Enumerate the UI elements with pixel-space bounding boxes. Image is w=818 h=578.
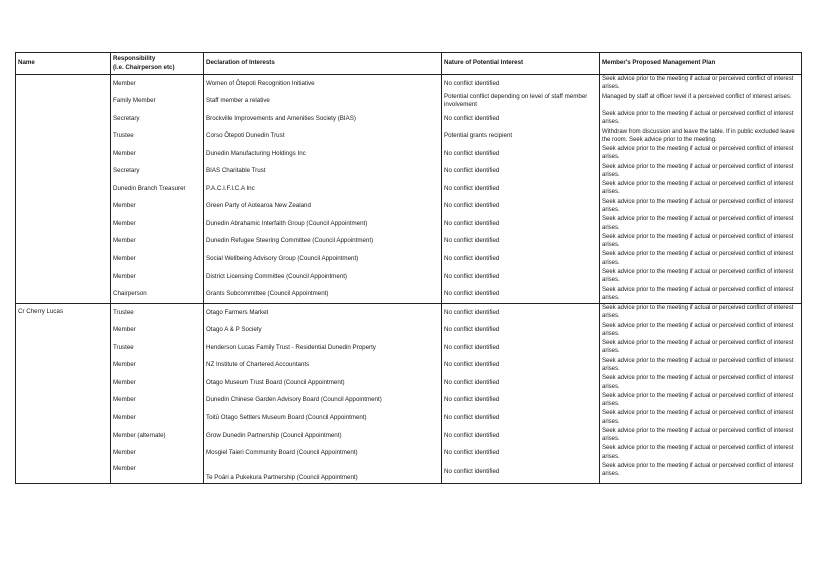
declaration-cell: Dunedin Refugee Steering Committee (Council Appointment) bbox=[204, 233, 442, 251]
nature-cell: No conflict identified bbox=[442, 339, 600, 357]
table-row bbox=[16, 339, 802, 357]
table-row bbox=[16, 357, 802, 375]
declaration-cell: Corso Ōtepoti Dunedin Trust bbox=[204, 128, 442, 146]
management-plan-cell: Seek advice prior to the meeting if actual or perceived conflict of interest arises. bbox=[600, 180, 802, 198]
declaration-cell: Henderson Lucas Family Trust - Residential Dunedin Property bbox=[204, 339, 442, 357]
management-plan-cell: Seek advice prior to the meeting if actual or perceived conflict of interest arises. bbox=[600, 462, 802, 483]
declaration-cell: District Licensing Committee (Council Appointment) bbox=[204, 268, 442, 286]
management-plan-cell: Seek advice prior to the meeting if actual or perceived conflict of interest arises. bbox=[600, 198, 802, 216]
header-responsibility-line1: Responsibility bbox=[113, 55, 156, 63]
declaration-cell: Social Wellbeing Advisory Group (Council Appointment) bbox=[204, 250, 442, 268]
header-row bbox=[16, 53, 802, 75]
header-nature: Nature of Potential Interest bbox=[442, 53, 600, 75]
management-plan-cell: Seek advice prior to the meeting if actual or perceived conflict of interest arises. bbox=[600, 215, 802, 233]
nature-cell: No conflict identified bbox=[442, 286, 600, 304]
nature-cell: No conflict identified bbox=[442, 427, 600, 445]
responsibility-cell: Member bbox=[111, 409, 204, 427]
declaration-cell: Dunedin Manufacturing Holdings Inc bbox=[204, 145, 442, 163]
management-plan-cell: Seek advice prior to the meeting if actual or perceived conflict of interest arises. bbox=[600, 444, 802, 462]
responsibility-cell: Member bbox=[111, 75, 204, 93]
nature-cell: No conflict identified bbox=[442, 322, 600, 340]
table-row bbox=[16, 198, 802, 216]
management-plan-cell: Seek advice prior to the meeting if actual or perceived conflict of interest arises. bbox=[600, 250, 802, 268]
responsibility-cell: Member (alternate) bbox=[111, 427, 204, 445]
table-row bbox=[16, 427, 802, 445]
declaration-cell: Staff member a relative bbox=[204, 93, 442, 111]
management-plan-cell: Seek advice prior to the meeting if actual or perceived conflict of interest arises. bbox=[600, 145, 802, 163]
nature-cell: No conflict identified bbox=[442, 180, 600, 198]
table-row bbox=[16, 462, 802, 483]
nature-cell: No conflict identified bbox=[442, 233, 600, 251]
table-row bbox=[16, 250, 802, 268]
management-plan-cell: Seek advice prior to the meeting if actual or perceived conflict of interest arises. bbox=[600, 374, 802, 392]
declaration-cell: Grants Subcommittee (Council Appointment) bbox=[204, 286, 442, 304]
responsibility-cell: Trustee bbox=[111, 339, 204, 357]
responsibility-cell: Member bbox=[111, 145, 204, 163]
declaration-cell: BIAS Charitable Trust bbox=[204, 163, 442, 181]
nature-cell: No conflict identified bbox=[442, 250, 600, 268]
declaration-cell: Brockville Improvements and Amenities Society (BIAS) bbox=[204, 110, 442, 128]
table-row bbox=[16, 163, 802, 181]
responsibility-cell: Member bbox=[111, 268, 204, 286]
declaration-cell: Mosgiel Taieri Community Board (Council Appointment) bbox=[204, 444, 442, 462]
nature-cell: No conflict identified bbox=[442, 198, 600, 216]
responsibility-cell: Secretary bbox=[111, 110, 204, 128]
declaration-cell: Toitū Otago Settlers Museum Board (Council Appointment) bbox=[204, 409, 442, 427]
responsibility-cell: Trustee bbox=[111, 304, 204, 322]
table-row bbox=[16, 444, 802, 462]
responsibility-cell: Member bbox=[111, 322, 204, 340]
responsibility-cell: Member bbox=[111, 462, 204, 483]
management-plan-cell: Seek advice prior to the meeting if actual or perceived conflict of interest arises. bbox=[600, 392, 802, 410]
table-row bbox=[16, 215, 802, 233]
declaration-cell: Otago Farmers Market bbox=[204, 304, 442, 322]
nature-cell: No conflict identified bbox=[442, 409, 600, 427]
responsibility-cell: Family Member bbox=[111, 93, 204, 111]
management-plan-cell: Managed by staff at officer level if a perceived conflict of interest arises. bbox=[600, 93, 802, 111]
header-plan: Member's Proposed Management Plan bbox=[600, 53, 802, 75]
responsibility-cell: Member bbox=[111, 392, 204, 410]
management-plan-cell: Seek advice prior to the meeting if actual or perceived conflict of interest arises. bbox=[600, 110, 802, 128]
responsibility-cell: Trustee bbox=[111, 128, 204, 146]
table-row bbox=[16, 128, 802, 146]
nature-cell: No conflict identified bbox=[442, 462, 600, 483]
header-declaration: Declaration of Interests bbox=[204, 53, 442, 75]
nature-cell: No conflict identified bbox=[442, 75, 600, 93]
declaration-cell: Dunedin Chinese Garden Advisory Board (Council Appointment) bbox=[204, 392, 442, 410]
responsibility-cell: Member bbox=[111, 374, 204, 392]
header-responsibility-line2: (i.e. Chairperson etc) bbox=[113, 63, 175, 71]
responsibility-cell: Chairperson bbox=[111, 286, 204, 304]
management-plan-cell: Seek advice prior to the meeting if actual or perceived conflict of interest arises. bbox=[600, 163, 802, 181]
table-row bbox=[16, 374, 802, 392]
nature-cell: Potential grants recipient bbox=[442, 128, 600, 146]
management-plan-cell: Seek advice prior to the meeting if actual or perceived conflict of interest arises. bbox=[600, 427, 802, 445]
declaration-cell: Women of Ōtepoti Recognition Initiative bbox=[204, 75, 442, 93]
responsibility-cell: Member bbox=[111, 444, 204, 462]
member-name-cell bbox=[16, 75, 111, 304]
nature-cell: No conflict identified bbox=[442, 304, 600, 322]
management-plan-cell: Seek advice prior to the meeting if actual or perceived conflict of interest arises. bbox=[600, 268, 802, 286]
declaration-of-interests-table bbox=[15, 52, 802, 484]
header-name: Name bbox=[16, 53, 111, 75]
management-plan-cell: Seek advice prior to the meeting if actual or perceived conflict of interest arises. bbox=[600, 304, 802, 322]
table-row bbox=[16, 110, 802, 128]
table-body bbox=[16, 75, 802, 484]
nature-cell: No conflict identified bbox=[442, 392, 600, 410]
table-row bbox=[16, 93, 802, 111]
declaration-cell: Te Poāri a Pukekura Partnership (Council Appointment) bbox=[204, 462, 442, 483]
responsibility-cell: Member bbox=[111, 233, 204, 251]
nature-cell: No conflict identified bbox=[442, 110, 600, 128]
table-row bbox=[16, 180, 802, 198]
responsibility-cell: Member bbox=[111, 215, 204, 233]
responsibility-cell: Member bbox=[111, 250, 204, 268]
table-row bbox=[16, 75, 802, 93]
declaration-cell: Otago A & P Society bbox=[204, 322, 442, 340]
responsibility-cell: Member bbox=[111, 198, 204, 216]
table-row bbox=[16, 322, 802, 340]
table-row bbox=[16, 392, 802, 410]
management-plan-cell: Seek advice prior to the meeting if actual or perceived conflict of interest arises. bbox=[600, 233, 802, 251]
member-name-cell: Cr Cherry Lucas bbox=[16, 304, 111, 483]
management-plan-cell: Seek advice prior to the meeting if actual or perceived conflict of interest arises. bbox=[600, 322, 802, 340]
header-responsibility bbox=[111, 53, 204, 75]
nature-cell: Potential conflict depending on level of staff member involvement bbox=[442, 93, 600, 111]
declaration-cell: Otago Museum Trust Board (Council Appointment) bbox=[204, 374, 442, 392]
management-plan-cell: Withdraw from discussion and leave the table. If in public excluded leave the room. Seek advice prior to the meeting. bbox=[600, 128, 802, 146]
nature-cell: No conflict identified bbox=[442, 357, 600, 375]
nature-cell: No conflict identified bbox=[442, 163, 600, 181]
declaration-cell: P.A.C.I.F.I.C.A Inc bbox=[204, 180, 442, 198]
table-row bbox=[16, 304, 802, 322]
declaration-cell: NZ Institute of Chartered Accountants bbox=[204, 357, 442, 375]
table-row bbox=[16, 286, 802, 304]
nature-cell: No conflict identified bbox=[442, 444, 600, 462]
nature-cell: No conflict identified bbox=[442, 374, 600, 392]
table-row bbox=[16, 233, 802, 251]
table-row bbox=[16, 268, 802, 286]
responsibility-cell: Secretary bbox=[111, 163, 204, 181]
responsibility-cell: Dunedin Branch Treasurer bbox=[111, 180, 204, 198]
management-plan-cell: Seek advice prior to the meeting if actual or perceived conflict of interest arises. bbox=[600, 339, 802, 357]
declaration-cell: Green Party of Aotearoa New Zealand bbox=[204, 198, 442, 216]
management-plan-cell: Seek advice prior to the meeting if actual or perceived conflict of interest arises. bbox=[600, 286, 802, 304]
declaration-cell: Grow Dunedin Partnership (Council Appointment) bbox=[204, 427, 442, 445]
management-plan-cell: Seek advice prior to the meeting if actual or perceived conflict of interest arises. bbox=[600, 357, 802, 375]
nature-cell: No conflict identified bbox=[442, 215, 600, 233]
management-plan-cell: Seek advice prior to the meeting if actual or perceived conflict of interest arises. bbox=[600, 409, 802, 427]
responsibility-cell: Member bbox=[111, 357, 204, 375]
nature-cell: No conflict identified bbox=[442, 145, 600, 163]
table-row bbox=[16, 145, 802, 163]
table-row bbox=[16, 409, 802, 427]
management-plan-cell: Seek advice prior to the meeting if actual or perceived conflict of interest arises. bbox=[600, 75, 802, 93]
nature-cell: No conflict identified bbox=[442, 268, 600, 286]
declaration-cell: Dunedin Abrahamic Interfaith Group (Council Appointment) bbox=[204, 215, 442, 233]
